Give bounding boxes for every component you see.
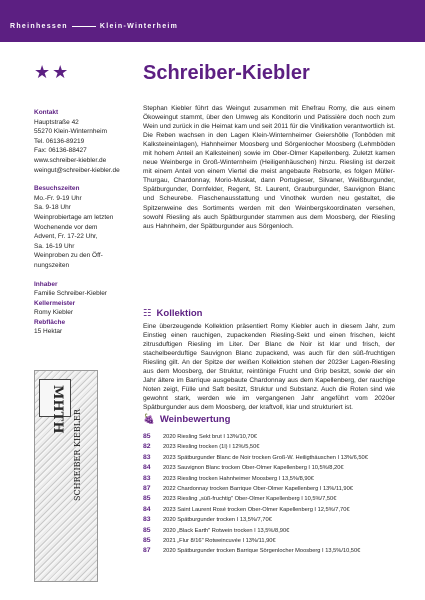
rating-row — [143, 505, 403, 515]
rating-row — [143, 432, 403, 442]
rating-row — [143, 546, 403, 556]
visit-line: Sa. 9-18 Uhr — [34, 204, 71, 212]
rating-row — [143, 494, 403, 504]
wine: 2020 Spätburgunder trocken Barrique Sörgenlocher Moosberg I 13,5%/10,50€ — [163, 548, 361, 555]
wine: 2023 Riesling trocken (1l) I 12%/5,50€ — [163, 444, 260, 451]
rating-row — [143, 474, 403, 484]
region-name: Rheinhessen — [10, 23, 68, 30]
visit-line: Weinproben zu den Öff- — [34, 252, 103, 260]
rating-list — [143, 432, 403, 557]
rating-row — [143, 453, 403, 463]
visit-line: Mo.-Fr. 9-19 Uhr — [34, 194, 82, 202]
grapes-icon: 🍇 — [143, 414, 155, 425]
score: 87 — [143, 547, 151, 555]
phone: Tel. 06136-89219 — [34, 137, 85, 145]
score: 85 — [143, 536, 151, 544]
wine: 2023 Spätburgunder Blanc de Noir trocken Groß-W. Heiligthäuschen I 13%/6,50€ — [163, 454, 368, 461]
score: 85 — [143, 495, 151, 503]
email-link[interactable]: weingut@schreiber-kiebler.de — [34, 166, 120, 174]
owner-heading: Inhaber — [34, 280, 58, 288]
collection-heading-label: Kollektion — [156, 308, 203, 319]
contact-heading: Kontakt — [34, 109, 59, 116]
contact-line: 55270 Klein-Winternheim — [34, 128, 107, 136]
rating-row — [143, 515, 403, 525]
winery-title: Schreiber-Kiebler — [143, 62, 310, 84]
visit-line: Wochenende vor dem — [34, 223, 98, 231]
rating-heading-label: Weinbewertung — [159, 414, 231, 425]
owner-value: Familie Schreiber-Kiebler — [34, 290, 107, 298]
contact-line: Hauptstraße 42 — [34, 118, 79, 126]
score: 83 — [143, 453, 151, 461]
rating-row — [143, 442, 403, 452]
rating-row — [143, 463, 403, 473]
score: 84 — [143, 464, 151, 472]
wine-label-image — [34, 370, 98, 582]
rating-row — [143, 536, 403, 546]
score: 82 — [143, 443, 151, 451]
wine: 2023 Riesling trocken Hahnheimer Moosberg I 13,5%/8,90€ — [163, 475, 314, 482]
collection-text: Eine überzeugende Kollektion präsentiert Romy Kiebler auch in diesem Jahr, zum Einstieg einen rauchigen, zupackenden Riesling-Sekt und einen frischen, leicht zitrusduftigen Riesling im Liter. Der Blanc de Noir ist klar und frisch, der stachelbeerduftige Sauvignon Blanc zupackend, was auch für den süß-fruchtigen Riesling gilt. An der Spitze der weißen Kollektion stehen der 2023er Lagen-Riesling aus dem Moosberg, der Struktur, reintönige Frucht und Grip besitzt, sowie der ein Jahr ältere im Barrique ausgebaute Chardonnay aus dem Kapellenberg, der rauchige Noten zeigt, Fülle und Saft besitzt, Struktur und Substanz. Auch die Roten sind wie gewohnt stark, werden wie im vergangenen Jahr angeführt vom 2020er Spätburgunder aus dem Moosberg, der kraftvoll, klar und strukturiert ist. — [143, 323, 395, 412]
visit-line: Weinprobiertage am letzten — [34, 213, 114, 221]
wine: 2023 Saint Laurent Rosé trocken Ober-Olmer Kapellenberg I 12,5%/7,70€ — [163, 506, 350, 513]
area-value: 15 Hektar — [34, 328, 63, 336]
wine: 2022 Chardonnay trocken Barrique Ober-Olmer Kapellenberg I 13%/11,90€ — [163, 485, 353, 492]
label-name: SCHREIBER KIEBLER — [73, 409, 82, 501]
score: 87 — [143, 484, 151, 492]
visit-line: nungszeiten — [34, 261, 70, 269]
score: 83 — [143, 516, 151, 524]
intro-text: Stephan Kiebler führt das Weingut zusammen mit Ehefrau Romy, die aus einem Ökoweingut stammt, über den Umweg als Konditorin und Patissière doch noch zum Wein und zurück in die Heimat kam und seit 2011 für die Vinifikation verantwortlich ist. Die Reben wachsen in den Lagen Klein-Winternheimer Geiershölle (Tonböden mit Kalksteineinlagen), Hahnheimer Moosberg und Sörgenlocher Moosberg (Lehmböden mit hohem Anteil an Kalksteinen) sowie im Ober-Olmer Kapellenberg. Zuletzt kamen neue Weinberge in Groß-Winternheim (Heiligenhäuschen) hinzu. Riesling ist derzeit mit einem Anteil von einem Viertel die meist angebaute Rebsorte, es folgen Müller-Thurgau, Chardonnay, Morio-Muskat, dann Portugieser, Silvaner, Weißburgunder, Spätburgunder, Dornfelder, Regent, St. Laurent, Grauburgunder, Sauvignon Blanc und Scheurebe. Flaschenausstattung und Vinothek wurden neu gestaltet, die Spitzenweine des Sortiments werden mit den Weinbergskoordinaten versehen, sowohl Riesling als auch Spätburgunder stammen aus dem Moosberg, der Riesling aus Hahnheim, der Spätburgunder aus Sörgenloch. — [143, 105, 395, 230]
score: 84 — [143, 505, 151, 513]
area-heading: Rebfläche — [34, 318, 66, 326]
label-mark: MHTH — [50, 385, 65, 434]
collection-heading — [143, 308, 202, 319]
score: 83 — [143, 474, 151, 482]
wine: 2020 Riesling Sekt brut I 13%/10,70€ — [163, 434, 257, 440]
rating-row — [143, 484, 403, 494]
wine: 2023 Sauvignon Blanc trocken Ober-Olmer Kapellenberg I 10,5%/8,20€ — [163, 465, 344, 472]
visit-line: Advent, Fr. 17-22 Uhr, — [34, 233, 98, 241]
wine: 2023 Riesling „süß-fruchtig" Ober-Olmer Kapellenberg I 10,5%/7,50€ — [163, 496, 337, 503]
website-link[interactable]: www.schreiber-kiebler.de — [34, 156, 107, 164]
rating-stars: ★★ — [34, 62, 71, 82]
rating-heading — [143, 414, 230, 425]
fax: Fax: 06136-88427 — [34, 147, 87, 155]
score: 85 — [143, 526, 151, 534]
region-line — [10, 23, 178, 30]
list-icon: ☷ — [143, 308, 152, 319]
rating-row — [143, 526, 403, 536]
score: 85 — [143, 433, 151, 440]
region-banner — [0, 0, 425, 42]
divider — [72, 26, 96, 27]
wine: 2021 „Flur 8/16" Rotweincuvée I 13%/11,90€ — [163, 537, 276, 544]
village-name: Klein-Winterheim — [99, 23, 179, 30]
visit-line: Sa. 16-19 Uhr — [34, 242, 75, 250]
cellar-value: Romy Kiebler — [34, 309, 74, 317]
wine: 2020 „Black Earth" Rotwein trocken I 13,5%/8,90€ — [163, 527, 290, 534]
sidebar — [34, 108, 140, 337]
visit-heading: Besuchszeiten — [34, 185, 80, 193]
cellar-heading: Kellermeister — [34, 299, 76, 307]
wine: 2020 Spätburgunder trocken I 13,5%/7,70€ — [163, 517, 272, 524]
